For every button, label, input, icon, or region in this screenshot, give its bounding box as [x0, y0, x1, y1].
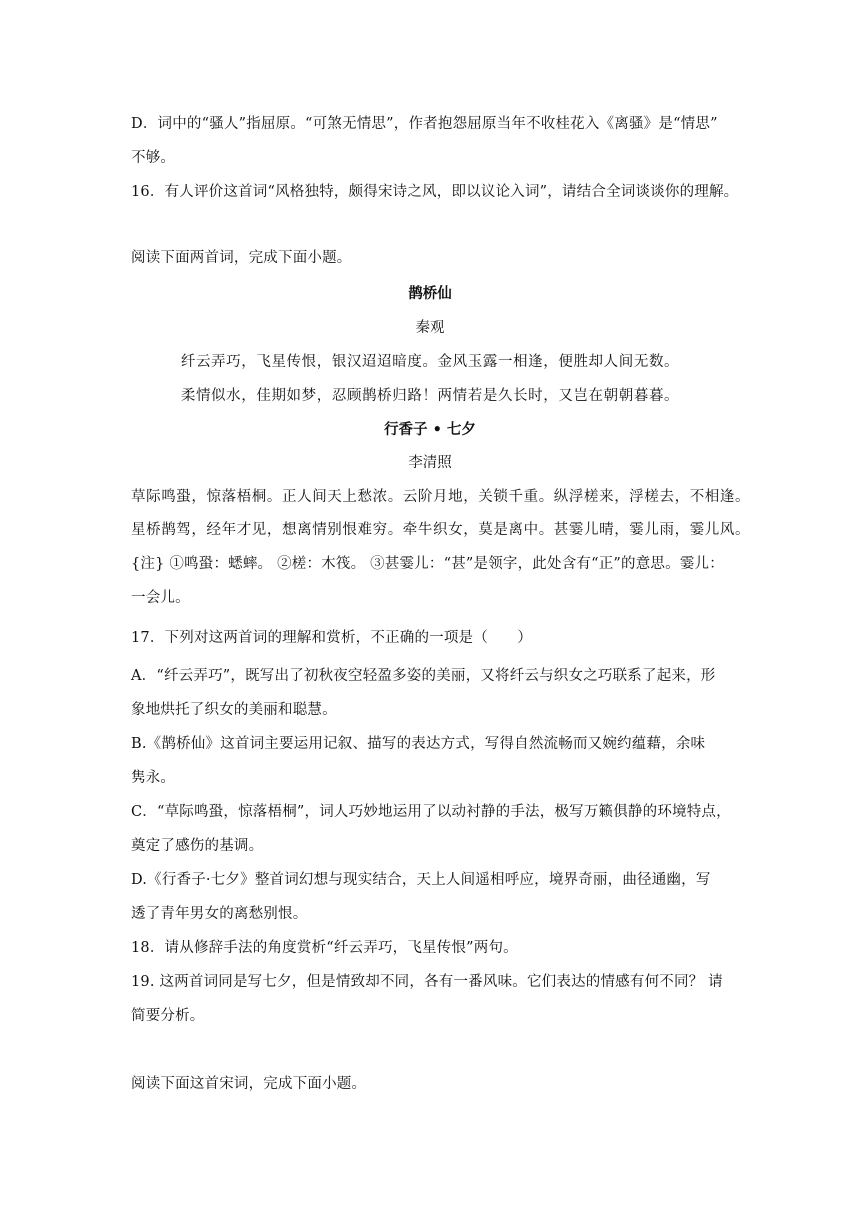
- q17-option-c-line1: C．“草际鸣蛩，惊落梧桐”，词人巧妙地运用了以动衬静的手法，极写万籁俱静的环境特点，: [131, 804, 731, 820]
- poem1-author: 秦观: [415, 320, 445, 336]
- q17-option-a-line1: A．“纤云弄巧”，既写出了初秋夜空轻盈多姿的美丽，又将纤云与织女之巧联系了起来，形: [131, 668, 716, 684]
- poem1-title: 鹊桥仙: [408, 285, 452, 302]
- q17-option-d-line2: 透了青年男女的离愁别恨。: [131, 906, 308, 922]
- poem1-line1: 纤云弄巧，飞星传恨，银汉迢迢暗度。金风玉露一相逢，便胜却人间无数。: [180, 354, 680, 370]
- q15-option-d-line1: D．词中的“骚人”指屈原。“可煞无情思”，作者抱怨屈原当年不收桂花入《离骚》是“情思”: [131, 116, 718, 132]
- question-19-line1: 19. 这两首词同是写七夕，但是情致却不同，各有一番风味。它们表达的情感有何不同？ 请: [131, 974, 723, 990]
- poem2-line2: 星桥鹊驾，经年才见，想离情别恨难穷。牵牛织女，莫是离中。甚霎儿晴，霎儿雨，霎儿风。: [131, 522, 751, 538]
- reading-intro-2: 阅读下面这首宋词，完成下面小题。: [131, 1076, 367, 1092]
- reading-intro: 阅读下面两首词，完成下面小题。: [131, 250, 352, 266]
- poem2-line1: 草际鸣蛩，惊落梧桐。正人间天上愁浓。云阶月地，关锁千重。纵浮槎来，浮槎去，不相逢。: [131, 489, 751, 505]
- question-16: 16．有人评价这首词“风格独特，颇得宋诗之风，即以议论入词”，请结合全词谈谈你的理解。: [131, 184, 739, 200]
- annotation-line2: 一会儿。: [131, 590, 190, 606]
- q17-option-a-line2: 象地烘托了织女的美丽和聪慧。: [131, 702, 337, 718]
- question-18: 18．请从修辞手法的角度赏析“纤云弄巧，飞星传恨”两句。: [131, 940, 518, 956]
- question-19-line2: 简要分析。: [131, 1008, 205, 1024]
- q15-option-d-line2: 不够。: [131, 150, 176, 166]
- q17-option-d-line1: D.《行香子·七夕》整首词幻想与现实结合，天上人间遥相呼应，境界奇丽，曲径通幽，写: [131, 872, 711, 888]
- q17-option-b-line2: 隽永。: [131, 770, 176, 786]
- question-17-stem: 17．下列对这两首词的理解和赏析，不正确的一项是（ ）: [131, 630, 533, 646]
- poem2-author: 李清照: [408, 455, 452, 471]
- poem1-line2: 柔情似水，佳期如梦，忍顾鹊桥归路！两情若是久长时，又岂在朝朝暮暮。: [180, 388, 680, 404]
- q17-option-c-line2: 奠定了感伤的基调。: [131, 838, 264, 854]
- annotation-line1: {注} ①鸣蛩：蟋蟀。 ②槎：木筏。 ③甚霎儿：“甚”是领字，此处含有“正”的意思。霎儿：: [131, 556, 724, 572]
- poem2-title: 行香子 • 七夕: [384, 421, 476, 438]
- q17-option-b-line1: B.《鹊桥仙》这首词主要运用记叙、描写的表达方式，写得自然流畅而又婉约蕴藉，余味: [131, 736, 706, 752]
